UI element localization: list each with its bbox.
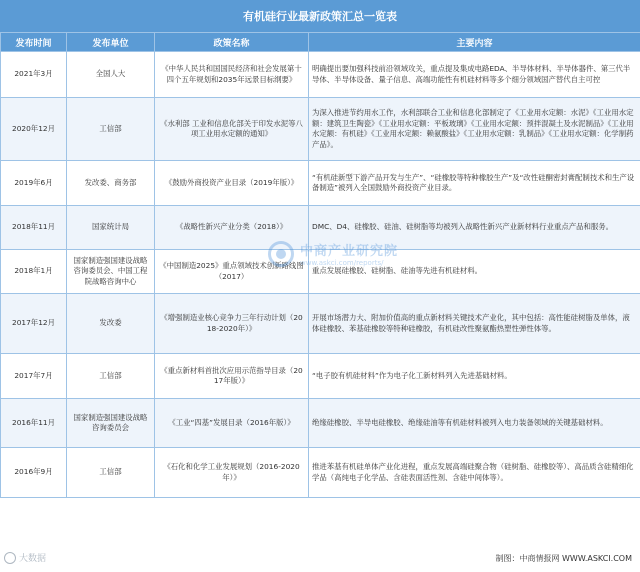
cell-policy-name: 《中国制造2025》重点领域技术创新路线图（2017） xyxy=(155,250,309,294)
source-note: 制图：中商情报网 WWW.ASKCI.COM xyxy=(495,554,632,563)
cell-content: 为深入推进节约用水工作，水利部联合工业和信息化部制定了《工业用水定额：水泥》《工业用水定额：建筑卫生陶瓷》《工业用水定额：平板玻璃》《工业用水定额：预拌混凝土及水泥制品》《工业用水定额：有机硅》《工业用水定额：赖氨酸盐》《工业用水定额：乳制品》《工业用水定额：化学制药产品》。 xyxy=(309,98,640,161)
table-title: 有机硅行业最新政策汇总一览表 xyxy=(0,0,640,32)
header-name: 政策名称 xyxy=(155,33,309,52)
table-header-row xyxy=(1,33,640,52)
cell-dept: 发改委、商务部 xyxy=(67,161,155,206)
cell-dept: 国家制造强国建设战略咨询委员会 xyxy=(67,399,155,448)
cell-content: 重点发展硅橡胶、硅树脂、硅油等先进有机硅材料。 xyxy=(309,250,640,294)
cell-policy-name: 《石化和化学工业发展规划（2016-2020年）》 xyxy=(155,448,309,498)
cell-date: 2017年7月 xyxy=(1,354,67,399)
cell-dept: 发改委 xyxy=(67,294,155,354)
table-row xyxy=(1,448,640,498)
cell-content: 明确提出要加强科技前沿领域攻关，重点提及集成电路EDA、半导体材料、半导体器件、第三代半导体、半导体设备、量子信息、高端功能性有机硅材料等多个细分领域国产替代自主可控 xyxy=(309,52,640,98)
watermark-brand: 中商产业研究院 xyxy=(300,244,399,259)
cell-content: 推进苯基有机硅单体产业化进程，重点发展高端硅聚合物（硅树脂、硅橡胶等）、高品质含硅精细化学品（高纯电子化学品、含硅表面活性剂、含硅中间体等）。 xyxy=(309,448,640,498)
header-content: 主要内容 xyxy=(309,33,640,52)
table-row xyxy=(1,294,640,354)
cell-date: 2020年12月 xyxy=(1,98,67,161)
policy-table xyxy=(0,32,640,498)
watermark-url: www.askci.com/reports/ xyxy=(300,259,384,267)
cell-policy-name: 《增强制造业核心竞争力三年行动计划（2018-2020年）》 xyxy=(155,294,309,354)
cell-policy-name: 《中华人民共和国国民经济和社会发展第十四个五年规划和2035年远景目标纲要》 xyxy=(155,52,309,98)
footer-brand xyxy=(4,551,46,564)
cell-date: 2019年6月 xyxy=(1,161,67,206)
cell-policy-name: 《鼓励外商投资产业目录（2019年版）》 xyxy=(155,161,309,206)
brand-icon xyxy=(4,552,16,564)
cell-date: 2017年12月 xyxy=(1,294,67,354)
cell-policy-name: 《重点新材料首批次应用示范指导目录（2017年版）》 xyxy=(155,354,309,399)
cell-date: 2021年3月 xyxy=(1,52,67,98)
table-row xyxy=(1,98,640,161)
cell-policy-name: 《工业“四基”发展目录（2016年版）》 xyxy=(155,399,309,448)
cell-policy-name: 《水利部 工业和信息化部关于印发水泥等八项工业用水定额的通知》 xyxy=(155,98,309,161)
cell-dept: 工信部 xyxy=(67,448,155,498)
table-row xyxy=(1,52,640,98)
cell-content: 开展市场潜力大、附加价值高的重点新材料关键技术产业化，其中包括：高性能硅树脂及单体，液体硅橡胶、苯基硅橡胶等特种硅橡胶，有机硅改性聚氨酯热塑性弹性体等。 xyxy=(309,294,640,354)
cell-dept: 工信部 xyxy=(67,98,155,161)
cell-date: 2016年11月 xyxy=(1,399,67,448)
cell-dept: 国家制造强国建设战略咨询委员会、中国工程院战略咨询中心 xyxy=(67,250,155,294)
table-row xyxy=(1,250,640,294)
table-row xyxy=(1,354,640,399)
header-date: 发布时间 xyxy=(1,33,67,52)
cell-dept: 全国人大 xyxy=(67,52,155,98)
cell-content: “有机硅新型下游产品开发与生产”、“硅橡胶等特种橡胶生产”及“改性硅酮密封膏配制技术和生产设备制造”被列入全国鼓励外商投资产业目录。 xyxy=(309,161,640,206)
cell-date: 2018年11月 xyxy=(1,206,67,250)
cell-policy-name: 《战略性新兴产业分类（2018）》 xyxy=(155,206,309,250)
cell-content: “电子胶有机硅材料”作为电子化工新材料列入先进基础材料。 xyxy=(309,354,640,399)
cell-content: 绝缘硅橡胶、半导电硅橡胶、绝缘硅油等有机硅材料被列入电力装备领域的关键基础材料。 xyxy=(309,399,640,448)
header-dept: 发布单位 xyxy=(67,33,155,52)
table-row xyxy=(1,399,640,448)
cell-dept: 工信部 xyxy=(67,354,155,399)
cell-dept: 国家统计局 xyxy=(67,206,155,250)
cell-content: DMC、D4、硅橡胶、硅油、硅树脂等均被列入战略性新兴产业新材料行业重点产品和服务。 xyxy=(309,206,640,250)
footer-brand-label: 大数据 xyxy=(19,554,47,564)
table-row xyxy=(1,206,640,250)
cell-date: 2018年1月 xyxy=(1,250,67,294)
cell-date: 2016年9月 xyxy=(1,448,67,498)
table-row xyxy=(1,161,640,206)
